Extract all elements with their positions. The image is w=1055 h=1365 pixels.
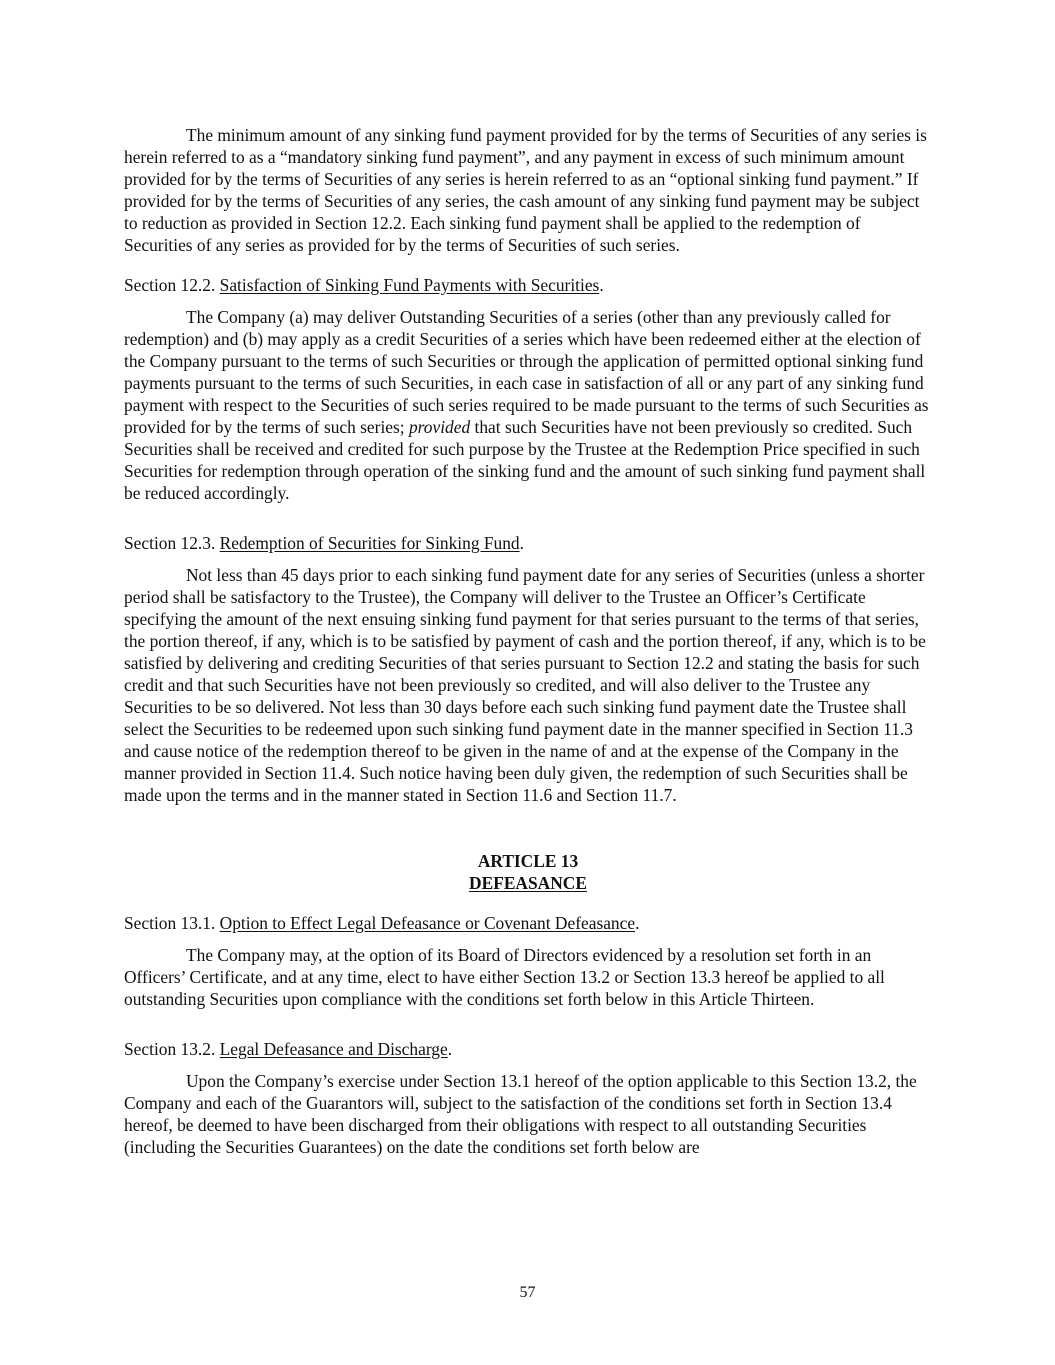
section-12-3-period: .: [519, 533, 524, 553]
section-12-3-title: Redemption of Securities for Sinking Fund: [219, 533, 520, 553]
section-12-2-heading: [124, 274, 932, 296]
section-13-2-body: Upon the Company’s exercise under Section 13.1 hereof of the option applicable to this Section 13.2, the Company and each of the Guarantors will, subject to the satisfaction of the conditions set forth in Section 13.4 hereof, be deemed to have been discharged from their obligations with respect to all outstanding Securities (including the Securities Guarantees) on the date the conditions set forth below are: [124, 1071, 917, 1157]
section-12-3-number: Section 12.3.: [124, 533, 216, 553]
section-12-2-number: Section 12.2.: [124, 275, 216, 295]
article-title: DEFEASANCE: [469, 873, 587, 893]
section-13-2-heading: [124, 1038, 932, 1060]
section-12-3-heading: [124, 532, 932, 554]
section-13-2-period: .: [447, 1039, 453, 1059]
section-13-1-heading: [124, 912, 932, 934]
section-12-2-italic-provided: provided: [408, 417, 471, 437]
article-heading: [124, 850, 932, 894]
section-12-2-title: Satisfaction of Sinking Fund Payments with Securities: [219, 275, 600, 295]
section-13-1-period: .: [635, 913, 640, 933]
article-number: ARTICLE 13: [477, 851, 579, 871]
section-13-1-number: Section 13.1.: [124, 913, 216, 933]
section-12-2-period: .: [599, 275, 604, 295]
section-12-3-body: Not less than 45 days prior to each sinking fund payment date for any series of Securities (unless a shorter period shall be satisfactory to the Trustee), the Company will deliver to the Trustee an Officer’s Certificate specifying the amount of the next ensuing sinking fund payment for that series pursuant to the terms of that series, the portion thereof, if any, which is to be satisfied by payment of cash and the portion thereof, if any, which is to be satisfied by delivering and crediting Securities of that series pursuant to Section 12.2 and stating the basis for such credit and that such Securities have not been previously so credited, and will also deliver to the Trustee any Securities to be so delivered. Not less than 30 days before each such sinking fund payment date the Trustee shall select the Securities to be redeemed upon such sinking fund payment date in the manner specified in Section 11.3 and cause notice of the redemption thereof to be given in the name of and at the expense of the Company in the manner provided in Section 11.4. Such notice having been duly given, the redemption of such Securities shall be made upon the terms and in the manner stated in Section 11.6 and Section 11.7.: [124, 565, 926, 805]
page-number: 57: [519, 1284, 536, 1301]
section-13-2-number: Section 13.2.: [124, 1039, 216, 1059]
section-13-1-body: The Company may, at the option of its Board of Directors evidenced by a resolution set forth in an Officers’ Certificate, and at any time, elect to have either Section 13.2 or Section 13.3 hereof be applied to all outstanding Securities upon compliance with the conditions set forth below in this Article Thirteen.: [124, 945, 885, 1009]
section-13-2-title: Legal Defeasance and Discharge: [219, 1039, 448, 1059]
section-12-2-body-part-2: that such Securities have not been previously so credited. Such Securities shall be received and credited for such purpose by the Trustee at the Redemption Price specified in such Securities for redemption through operation of the sinking fund and the amount of such sinking fund payment shall be reduced accordingly.: [124, 417, 926, 503]
section-12-2-body: [124, 306, 932, 504]
section-12-2-body-part-1: The Company (a) may deliver Outstanding Securities of a series (other than any previously called for redemption) and (b) may apply as a credit Securities of a series which have been redeemed either at the election of the Company pursuant to the terms of such Securities or through the application of permitted optional sinking fund payments pursuant to the terms of such Securities, in each case in satisfaction of all or any part of any sinking fund payment with respect to the Securities of such series required to be made pursuant to the terms of such Securities as provided for by the terms of such series;: [124, 307, 929, 437]
document-page: [124, 124, 932, 1158]
intro-paragraph: The minimum amount of any sinking fund payment provided for by the terms of Securities of any series is herein referred to as a “mandatory sinking fund payment”, and any payment in excess of such minimum amount provided for by the terms of Securities of any series is herein referred to as an “optional sinking fund payment.” If provided for by the terms of Securities of any series, the cash amount of any sinking fund payment may be subject to reduction as provided in Section 12.2. Each sinking fund payment shall be applied to the redemption of Securities of any series as provided for by the terms of Securities of such series.: [124, 125, 927, 255]
section-13-1-title: Option to Effect Legal Defeasance or Covenant Defeasance: [219, 913, 636, 933]
